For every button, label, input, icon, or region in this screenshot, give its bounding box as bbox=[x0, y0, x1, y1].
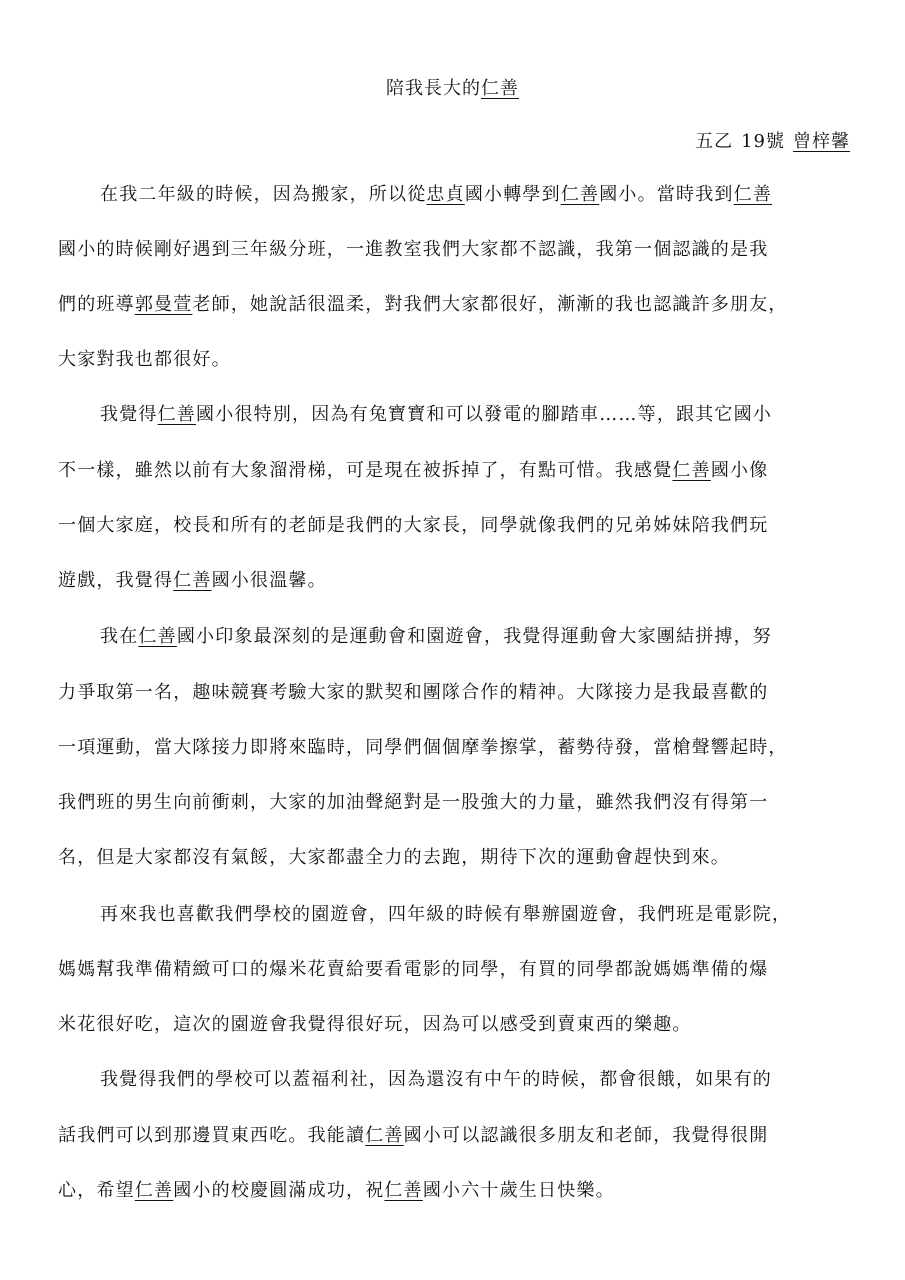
text-segment: 米花很好吃，這次的園遊會我覺得很好玩，因為可以感受到賣東西的樂趣。 bbox=[58, 1014, 692, 1035]
text-segment: 國小。當時我到 bbox=[599, 184, 734, 205]
text-segment: 力爭取第一名，趣味競賽考驗大家的默契和團隊合作的精神。大隊接力是我最喜歡的 bbox=[58, 682, 769, 703]
paragraph-line bbox=[58, 625, 848, 649]
text-segment: 我在 bbox=[100, 626, 139, 647]
underlined-proper-noun: 忠貞 bbox=[426, 184, 465, 205]
text-segment: 們的班導 bbox=[58, 294, 135, 315]
text-segment: 國小的時候剛好遇到三年級分班，一進教室我們大家都不認識，我第一個認識的是我 bbox=[58, 239, 769, 260]
underlined-proper-noun: 仁善 bbox=[134, 1180, 174, 1201]
paragraph-line bbox=[58, 958, 848, 982]
text-segment: 國小可以認識很多朋友和老師，我覺得很開 bbox=[403, 1125, 769, 1146]
underlined-proper-noun: 仁善 bbox=[173, 570, 212, 591]
paragraph-line bbox=[58, 1124, 848, 1148]
text-segment: 國小印象最深刻的是運動會和園遊會，我覺得運動會大家團結拼搏，努 bbox=[176, 626, 773, 647]
paragraph-line bbox=[58, 903, 848, 927]
paragraph-line bbox=[58, 1013, 848, 1037]
author-byline bbox=[695, 127, 850, 153]
paragraph-line bbox=[58, 514, 848, 538]
text-segment: 不一樣，雖然以前有大象溜滑梯，可是現在被拆掉了，有點可惜。我感覺 bbox=[58, 460, 673, 481]
title-prefix: 陪我長大的 bbox=[386, 78, 481, 99]
essay-title bbox=[0, 74, 905, 100]
text-segment: 話我們可以到那邊買東西吃。我能讀 bbox=[58, 1125, 366, 1146]
underlined-proper-noun: 仁善 bbox=[384, 1180, 423, 1201]
text-segment: 我覺得 bbox=[100, 404, 158, 425]
paragraph-line bbox=[58, 183, 848, 207]
paragraph-line bbox=[58, 846, 848, 870]
underlined-proper-noun: 仁善 bbox=[672, 460, 711, 481]
text-segment: 一個大家庭，校長和所有的老師是我們的大家長，同學就像我們的兄弟姊妹陪我們玩 bbox=[58, 515, 769, 536]
paragraph-line bbox=[58, 1179, 848, 1203]
underlined-proper-noun: 仁善 bbox=[560, 184, 600, 205]
author-seat-number: 19號 bbox=[741, 131, 785, 152]
text-segment: 國小轉學到 bbox=[464, 184, 561, 205]
text-segment: 大家對我也都很好。 bbox=[58, 349, 231, 370]
author-class: 五乙 bbox=[695, 131, 734, 152]
text-segment: 國小很溫馨。 bbox=[211, 570, 327, 591]
text-segment: 名，但是大家都沒有氣餒，大家都盡全力的去跑，期待下次的運動會趕快到來。 bbox=[58, 847, 730, 868]
text-segment: 國小六十歲生日快樂。 bbox=[422, 1180, 615, 1201]
paragraph-line bbox=[58, 681, 848, 705]
paragraph-line bbox=[58, 238, 848, 262]
paragraph-line bbox=[58, 791, 848, 815]
text-segment: 再來我也喜歡我們學校的園遊會，四年級的時候有舉辦園遊會，我們班是電影院， bbox=[100, 904, 792, 925]
text-segment: 遊戲，我覺得 bbox=[58, 570, 174, 591]
text-segment: 媽媽幫我準備精緻可口的爆米花賣給要看電影的同學，有買的同學都說媽媽準備的爆 bbox=[58, 959, 769, 980]
text-segment: 國小像 bbox=[710, 460, 769, 481]
text-segment: 我們班的男生向前衝刺，大家的加油聲絕對是一股強大的力量，雖然我們沒有得第一 bbox=[58, 792, 769, 813]
text-segment: 老師，她說話很溫柔，對我們大家都很好，漸漸的我也認識許多朋友， bbox=[192, 294, 788, 315]
text-segment: 心，希望 bbox=[58, 1180, 135, 1201]
title-school-name: 仁善 bbox=[481, 78, 519, 99]
text-segment: 一項運動，當大隊接力即將來臨時，同學們個個摩拳擦掌，蓄勢待發，當槍聲響起時， bbox=[58, 737, 788, 758]
paragraph-line bbox=[58, 736, 848, 760]
paragraph-line bbox=[58, 1068, 848, 1092]
text-segment: 國小的校慶圓滿成功，祝 bbox=[173, 1180, 385, 1201]
text-segment: 在我二年級的時候，因為搬家，所以從 bbox=[100, 184, 427, 205]
paragraph-line bbox=[58, 348, 848, 372]
underlined-proper-noun: 仁善 bbox=[157, 404, 197, 425]
text-segment: 我覺得我們的學校可以蓋福利社，因為還沒有中午的時候，都會很餓，如果有的 bbox=[100, 1069, 772, 1090]
text-segment: 國小很特別，因為有兔寶寶和可以發電的腳踏車……等，跟其它國小 bbox=[196, 404, 773, 425]
paragraph-line bbox=[58, 403, 848, 427]
paragraph-line bbox=[58, 569, 848, 593]
paragraph-line bbox=[58, 459, 848, 483]
paragraph-line bbox=[58, 293, 848, 317]
underlined-proper-noun: 仁善 bbox=[733, 184, 773, 205]
underlined-proper-noun: 仁善 bbox=[138, 626, 177, 647]
underlined-proper-noun: 仁善 bbox=[365, 1125, 404, 1146]
underlined-proper-noun: 郭曼萱 bbox=[134, 294, 193, 315]
author-name: 曾梓馨 bbox=[793, 131, 850, 152]
